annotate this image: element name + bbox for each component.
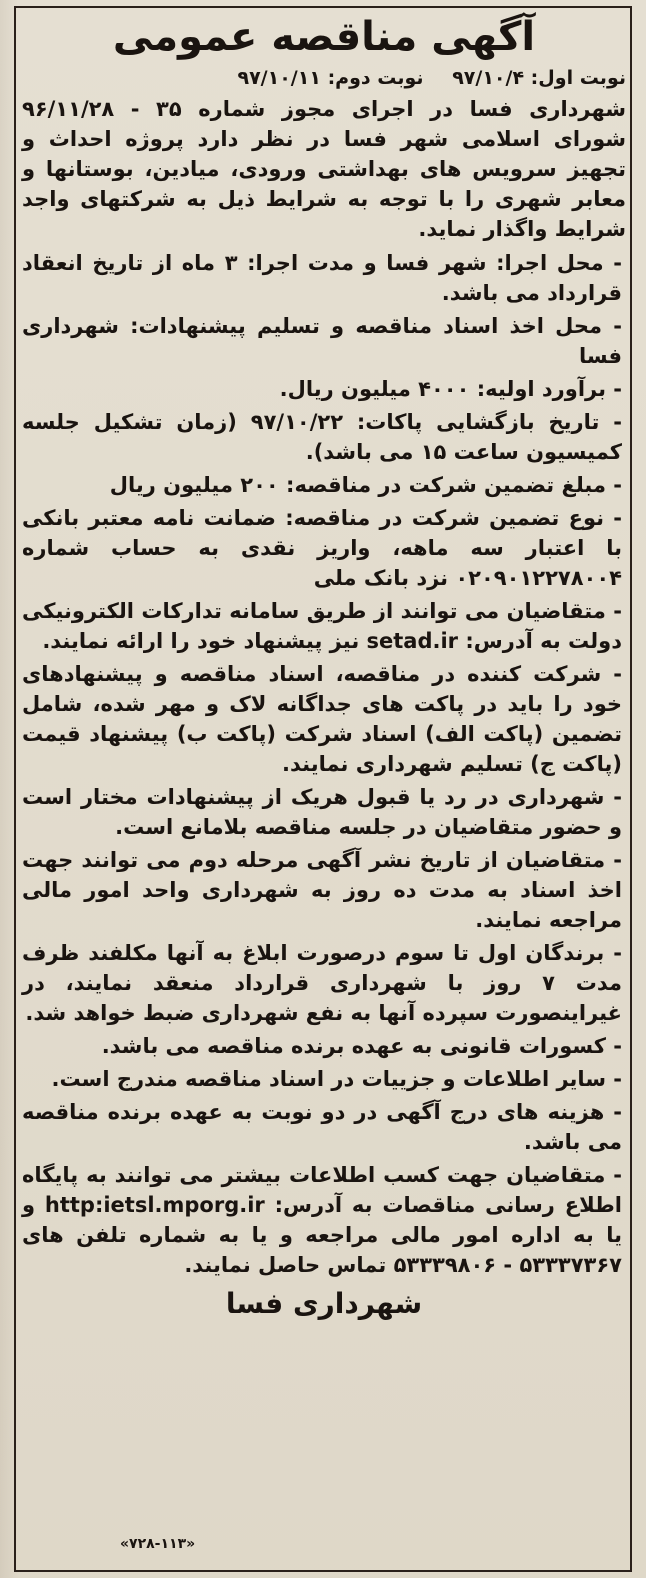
ad-intro: شهرداری فسا در اجرای مجوز شماره ۳۵ - ۹۶/۱۱/۲۸ شورای اسلامی شهر فسا در نظر دارد پروژه احداث و تجهیز سرویس های بهداشتی ورودی، میادین، بوستانها و معابر شهری را با توجه به شرایط ذیل به شرکتهای واجد شرایط واگذار نماید. [22, 97, 626, 241]
notice-dates [22, 64, 626, 92]
tender-ad [22, 10, 626, 1324]
condition-item: - برآورد اولیه: ۴۰۰۰ میلیون ریال. [279, 377, 622, 401]
condition-item: - مبلغ تضمین شرکت در مناقصه: ۲۰۰ میلیون ریال [109, 473, 622, 497]
condition-item: - شرکت کننده در مناقصه، اسناد مناقصه و پیشنهادهای خود را باید در پاکت های جداگانه لاک و مهر شده، شامل تضمین (پاکت الف) اسناد شرکت (پاکت ب) پیشنهاد قیمت (پاکت ج) تسلیم شهرداری نمایند. [22, 662, 622, 776]
condition-item: - تاریخ بازگشایی پاکات: ۹۷/۱۰/۲۲ (زمان تشکیل جلسه کمیسیون ساعت ۱۵ می باشد). [22, 410, 622, 464]
conditions-list [22, 248, 626, 1280]
ad-title: آگهی مناقصه عمومی [112, 14, 536, 60]
condition-item: - محل اجرا: شهر فسا و مدت اجرا: ۳ ماه از تاریخ انعقاد قرارداد می باشد. [22, 251, 622, 305]
condition-item: - متقاضیان می توانند از طریق سامانه تدارکات الکترونیکی دولت به آدرس: setad.ir نیز پیشنهاد خود را ارائه نمایند. [22, 599, 622, 653]
first-notice-date: نوبت اول: ۹۷/۱۰/۴ [452, 67, 626, 89]
second-notice-date: نوبت دوم: ۹۷/۱۰/۱۱ [237, 67, 424, 89]
condition-item: - نوع تضمین شرکت در مناقصه: ضمانت نامه معتبر بانکی با اعتبار سه ماهه، واریز نقدی به حساب شماره ۰۲۰۹۰۱۲۲۷۸۰۰۴ نزد بانک ملی [22, 506, 622, 590]
condition-item: - برندگان اول تا سوم درصورت ابلاغ به آنها مکلفند ظرف مدت ۷ روز با شهرداری قرارداد منعقد نمایند، در غیراینصورت سپرده آنها به نفع شهرداری ضبط خواهد شد. [22, 941, 622, 1025]
condition-item: - محل اخذ اسناد مناقصه و تسلیم پیشنهادات: شهرداری فسا [22, 314, 622, 368]
condition-item: - متقاضیان از تاریخ نشر آگهی مرحله دوم می توانند جهت اخذ اسناد به مدت ده روز به شهرداری واحد امور مالی مراجعه نمایند. [22, 848, 622, 932]
condition-item: - شهرداری در رد یا قبول هریک از پیشنهادات مختار است و حضور متقاضیان در جلسه مناقصه بلامانع است. [22, 785, 622, 839]
condition-item: - کسورات قانونی به عهده برنده مناقصه می باشد. [101, 1034, 622, 1058]
condition-item: - متقاضیان جهت کسب اطلاعات بیشتر می توانند به پایگاه اطلاع رسانی مناقصات به آدرس: http:ietsl.mporg.ir و یا به اداره امور مالی مراجعه و یا به شماره تلفن های ۵۳۳۳۷۳۶۷ - ۵۳۳۳۹۸۰۶ تماس حاصل نمایند. [22, 1163, 622, 1277]
condition-item: - هزینه های درج آگهی در دو نوبت به عهده برنده مناقصه می باشد. [22, 1100, 622, 1154]
condition-item: - سایر اطلاعات و جزییات در اسناد مناقصه مندرج است. [51, 1067, 622, 1091]
ad-code: «۷۲۸-۱۱۳» [120, 1536, 196, 1552]
ad-signature: شهرداری فسا [225, 1287, 423, 1320]
